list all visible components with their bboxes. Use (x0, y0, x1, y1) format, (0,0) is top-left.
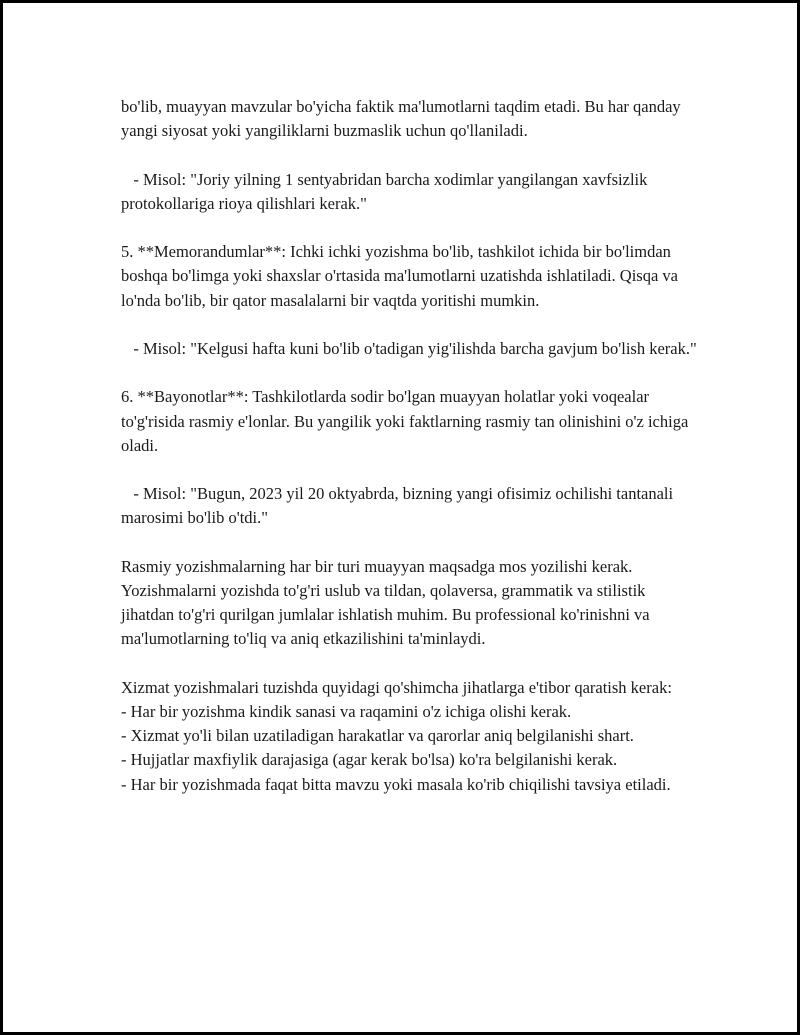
final-section (121, 676, 701, 797)
final-intro: Xizmat yozishmalari tuzishda quyidagi qo'shimcha jihatlarga e'tibor qaratish kerak: (121, 677, 672, 697)
list-item: - Har bir yozishma kindik sanasi va raqamini o'z ichiga olishi kerak. (121, 701, 572, 721)
example-paragraph-3: - Misol: "Bugun, 2023 yil 20 oktyabrda, bizning yangi ofisimiz ochilishi tantanali marosimi bo'lib o'tdi." (121, 484, 678, 528)
paragraph-intro-continuation: bo'lib, muayyan mavzular bo'yicha faktik ma'lumotlarni taqdim etadi. Bu har qanday yangi siyosat yoki yangiliklarni buzmaslik uchun qo'llaniladi. (121, 97, 685, 141)
paragraph-memorandums: 5. **Memorandumlar**: Ichki ichki yozishma bo'lib, tashkilot ichida bir bo'limdan boshqa bo'limga yoki shaxslar o'rtasida ma'lumotlarni uzatishda ishlatiladi. Qisqa va lo'nda bo'lib, bir qator masalalarni bir vaqtda yoritishi mumkin. (121, 242, 683, 310)
list-item: - Har bir yozishmada faqat bitta mavzu yoki masala ko'rib chiqilishi tavsiya etiladi. (121, 774, 671, 794)
paragraph-statements: 6. **Bayonotlar**: Tashkilotlarda sodir bo'lgan muayyan holatlar yoki voqealar to'g'risida rasmiy e'lonlar. Bu yangilik yoki faktlarning rasmiy tan olinishini o'z ichiga oladi. (121, 387, 693, 455)
document-body (121, 95, 701, 797)
list-item: - Xizmat yo'li bilan uzatiladigan harakatlar va qarorlar aniq belgilanishi shart. (121, 726, 634, 746)
example-paragraph-2: - Misol: "Kelgusi hafta kuni bo'lib o'tadigan yig'ilishda barcha gavjum bo'lish kerak." (121, 338, 697, 358)
paragraph-summary: Rasmiy yozishmalarning har bir turi muayyan maqsadga mos yozilishi kerak. Yozishmalarni yozishda to'g'ri uslub va tildan, qolaversa, grammatik va stilistik jihatdan to'g'ri qurilgan jumlalar ishlatish muhim. Bu professional ko'rinishni va ma'lumotlarning to'liq va aniq etkazilishini ta'minlaydi. (121, 556, 654, 649)
example-paragraph-1: - Misol: "Joriy yilning 1 sentyabridan barcha xodimlar yangilangan xavfsizlik protokollariga rioya qilishlari kerak." (121, 169, 652, 213)
list-item: - Hujjatlar maxfiylik darajasiga (agar kerak bo'lsa) ko'ra belgilanishi kerak. (121, 750, 618, 770)
